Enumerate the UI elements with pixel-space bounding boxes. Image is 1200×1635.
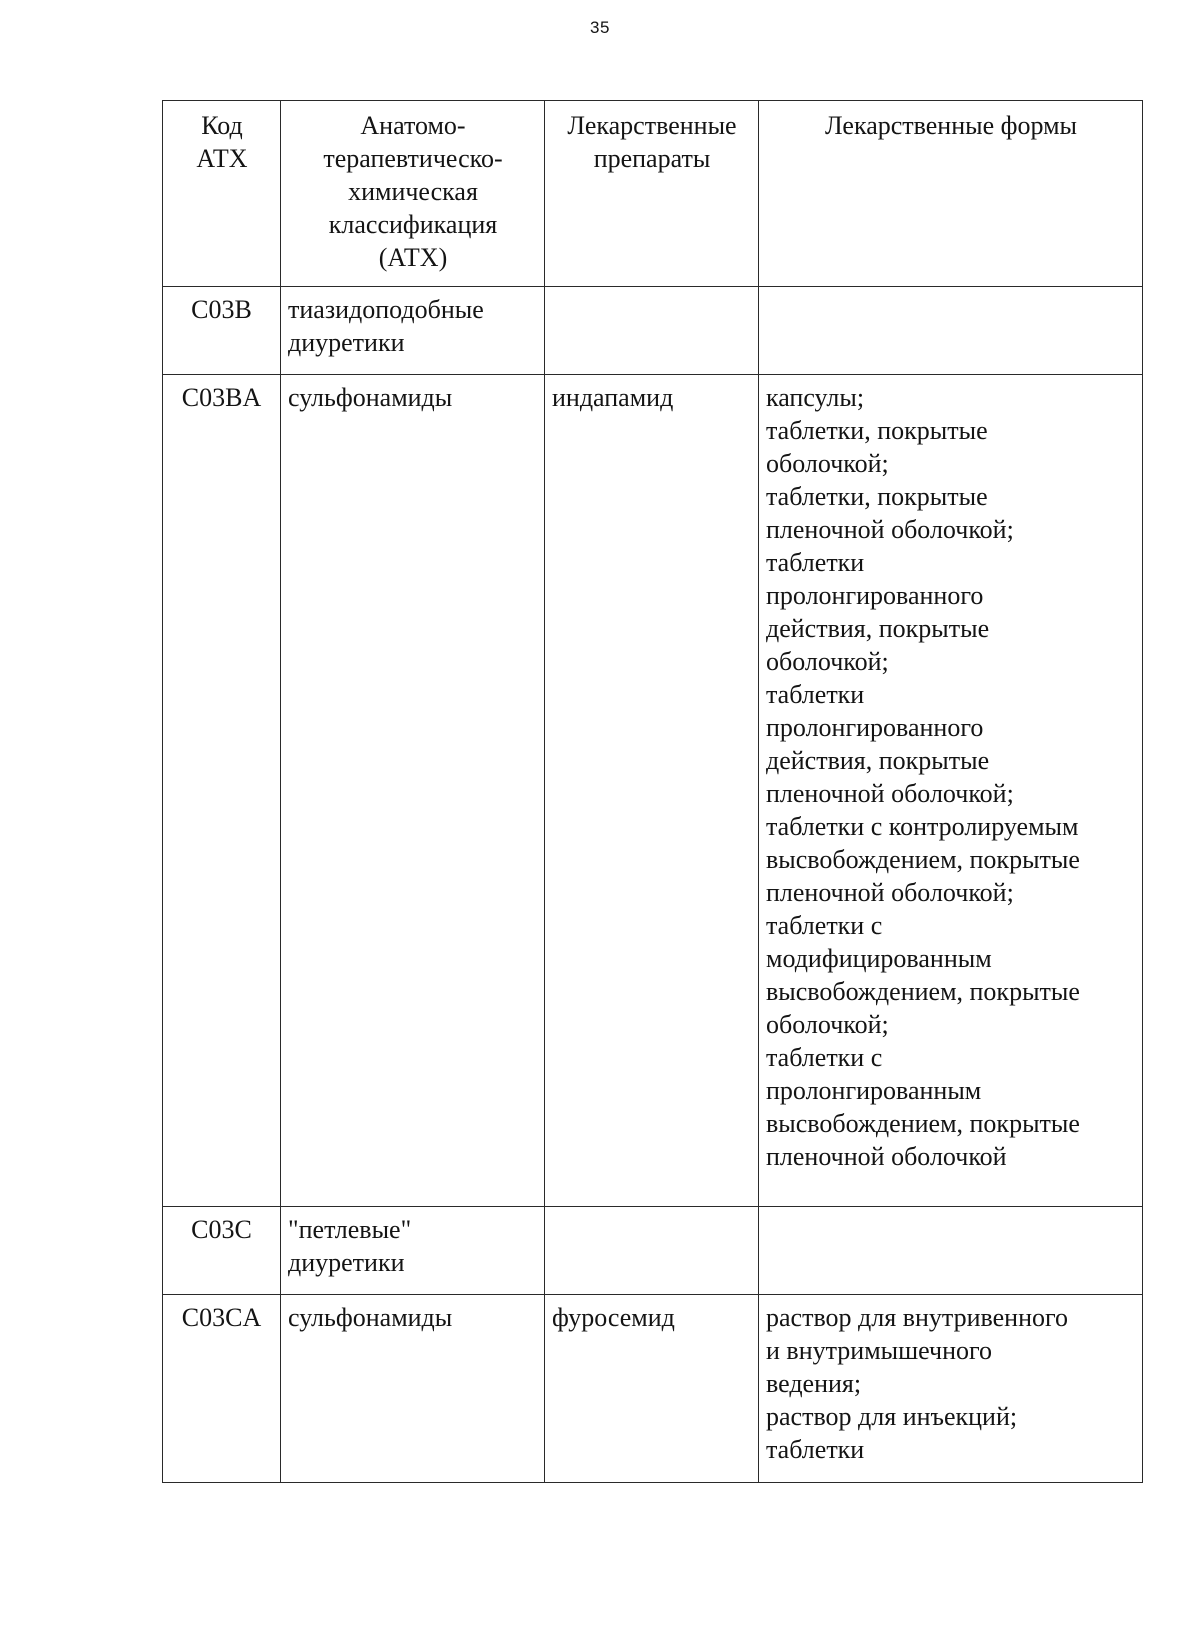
cell-text-line: C03CA — [181, 1303, 262, 1332]
cell-text-line: модифицированным — [766, 944, 992, 973]
cell-text-line: тиазидоподобные — [288, 295, 484, 324]
cell-text-line: оболочкой; — [766, 449, 889, 478]
cell-text-line: высвобождением, покрытые — [766, 845, 1080, 874]
cell-text-line: и внутримышечного — [766, 1336, 993, 1365]
cell-text-line: C03BA — [181, 383, 262, 412]
cell-classification — [281, 375, 545, 1207]
cell-text-line: таблетки — [766, 548, 865, 577]
cell-text-line: действия, покрытые — [766, 746, 990, 775]
cell-atx-code — [163, 1207, 281, 1295]
cell-text-line: раствор для инъекций; — [766, 1402, 1018, 1431]
cell-text-line: пролонгированным — [766, 1076, 982, 1105]
cell-text-line: Код — [201, 111, 243, 140]
cell-text-line: пленочной оболочкой — [766, 1142, 1007, 1171]
cell-classification — [281, 1295, 545, 1483]
header-dosage-forms — [759, 101, 1143, 287]
cell-text-line: таблетки с — [766, 911, 883, 940]
cell-text-line: (АТХ) — [378, 243, 448, 272]
cell-text-line: пленочной оболочкой; — [766, 779, 1014, 808]
cell-text-line: оболочкой; — [766, 647, 889, 676]
cell-text-line: C03B — [191, 295, 252, 324]
cell-atx-code — [163, 287, 281, 375]
cell-dosage-forms — [759, 287, 1143, 375]
table-row — [163, 287, 1143, 375]
cell-drug — [545, 1207, 759, 1295]
cell-dosage-forms — [759, 1207, 1143, 1295]
cell-text-line: пролонгированного — [766, 713, 984, 742]
cell-text-line: таблетки с — [766, 1043, 883, 1072]
cell-text-line: пленочной оболочкой; — [766, 878, 1014, 907]
table-header-row — [163, 101, 1143, 287]
cell-text-line: Лекарственные формы — [824, 111, 1078, 140]
cell-text-line: классификация — [328, 210, 498, 239]
cell-classification — [281, 287, 545, 375]
table-row — [163, 1207, 1143, 1295]
cell-text-line: таблетки, покрытые — [766, 482, 988, 511]
cell-text-line: Анатомо- — [360, 111, 466, 140]
cell-text-line: Лекарственные — [567, 111, 737, 140]
cell-text-line: ведения; — [766, 1369, 862, 1398]
header-drugs — [545, 101, 759, 287]
cell-dosage-forms — [759, 375, 1143, 1207]
cell-text-line: таблетки с контролируемым — [766, 812, 1079, 841]
cell-text-line: индапамид — [552, 383, 674, 412]
cell-drug — [545, 1295, 759, 1483]
cell-text-line: C03C — [191, 1215, 252, 1244]
cell-text-line: действия, покрытые — [766, 614, 990, 643]
cell-text-line: таблетки — [766, 1435, 865, 1464]
header-atx-classification — [281, 101, 545, 287]
cell-atx-code — [163, 1295, 281, 1483]
cell-drug — [545, 375, 759, 1207]
header-atx-code — [163, 101, 281, 287]
cell-drug — [545, 287, 759, 375]
cell-text-line: таблетки — [766, 680, 865, 709]
cell-atx-code — [163, 375, 281, 1207]
cell-text-line: "петлевые" — [288, 1215, 412, 1244]
cell-text-line: фуросемид — [552, 1303, 675, 1332]
cell-dosage-forms — [759, 1295, 1143, 1483]
cell-text-line: капсулы; — [766, 383, 865, 412]
cell-text-line: высвобождением, покрытые — [766, 977, 1080, 1006]
cell-text-line: диуретики — [288, 328, 405, 357]
cell-text-line: препараты — [593, 144, 711, 173]
cell-text-line: раствор для внутривенного — [766, 1303, 1068, 1332]
cell-text-line: сульфонамиды — [288, 383, 453, 412]
cell-text-line: АТХ — [196, 144, 248, 173]
page-number: 35 — [590, 18, 610, 37]
table-row — [163, 1295, 1143, 1483]
cell-text-line: оболочкой; — [766, 1010, 889, 1039]
cell-classification — [281, 1207, 545, 1295]
cell-text-line: пленочной оболочкой; — [766, 515, 1014, 544]
cell-text-line: таблетки, покрытые — [766, 416, 988, 445]
cell-text-line: сульфонамиды — [288, 1303, 453, 1332]
cell-text-line: химическая — [348, 177, 478, 206]
atx-table — [162, 100, 1143, 1483]
table-row — [163, 375, 1143, 1207]
cell-text-line: диуретики — [288, 1248, 405, 1277]
cell-text-line: высвобождением, покрытые — [766, 1109, 1080, 1138]
cell-text-line: терапевтическо- — [323, 144, 503, 173]
cell-text-line: пролонгированного — [766, 581, 984, 610]
